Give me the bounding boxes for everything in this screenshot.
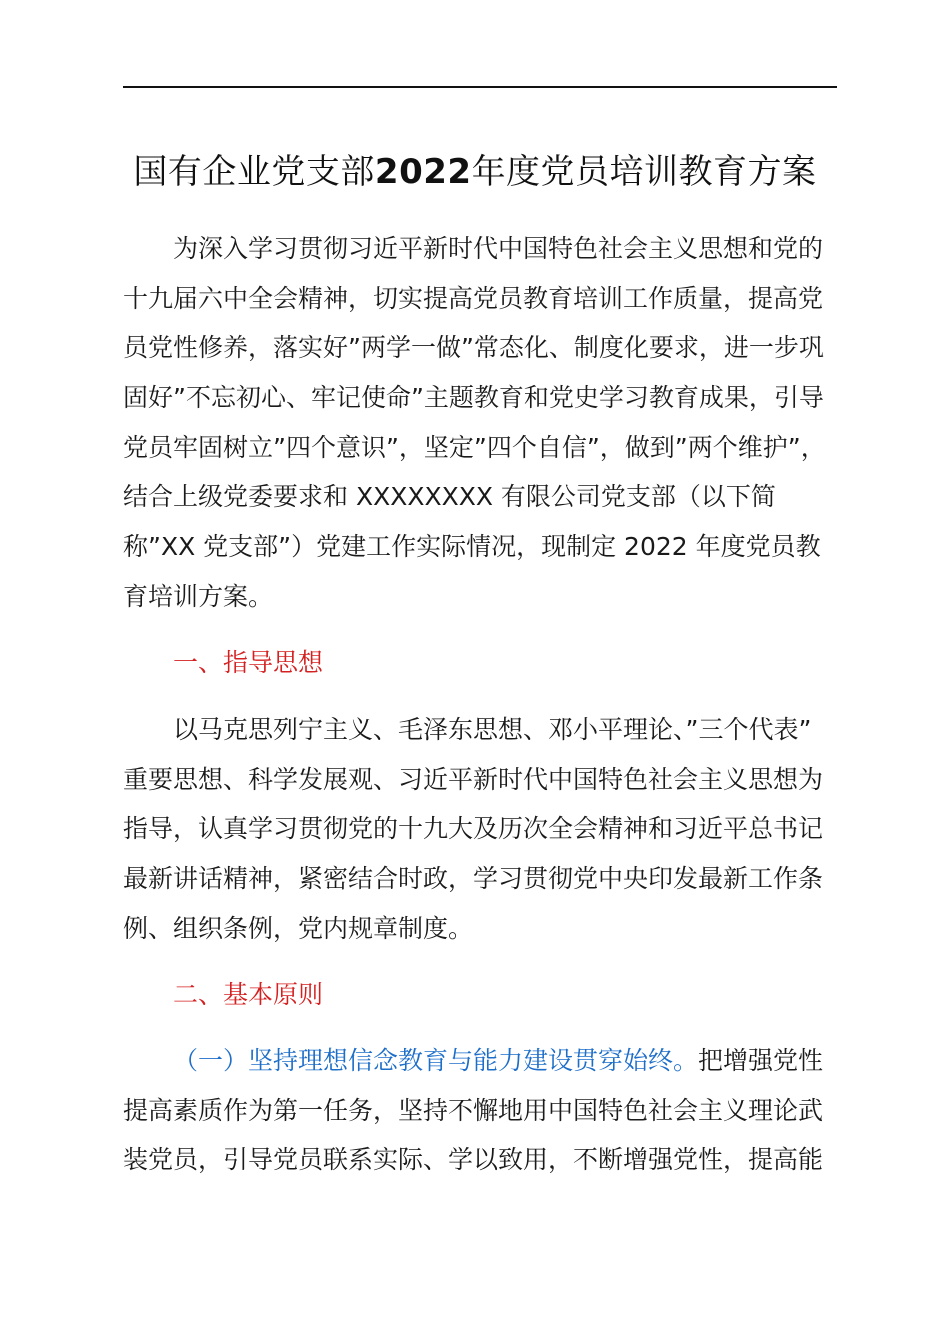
paragraph-line: 为深入学习贯彻习近平新时代中国特色社会主义思想和党的 [173,234,824,263]
section-heading-guiding-ideology: 一、指导思想 [173,648,324,677]
paragraph-line: 结合上级党委要求和 XXXXXXXX 有限公司党支部（以下简 [123,482,776,512]
paragraph-line: 十九届六中全会精神，切实提高党员教育培训工作质量，提高党 [123,283,824,313]
paragraph-line: 装党员，引导党员联系实际、学以致用，不断增强党性，提高能 [123,1145,824,1175]
paragraph-line [123,1036,837,1086]
intro-paragraph [123,224,837,622]
document-title [0,146,950,198]
paragraph-line: 员党性修养，落实好”两学一做”常态化、制度化要求，进一步巩 [123,333,824,363]
section-heading-basic-principles: 二、基本原则 [173,980,324,1009]
paragraph-line: 称”XX 党支部”）党建工作实际情况，现制定 2022 年度党员教 [123,532,821,562]
paragraph-line: 育培训方案。 [123,581,274,611]
paragraph-line: 重要思想、科学发展观、习近平新时代中国特色社会主义思想为 [123,764,824,794]
paragraph-line: 提高素质作为第一任务，坚持不懈地用中国特色社会主义理论武 [123,1095,824,1125]
principle-one-heading: （一）坚持理想信念教育与能力建设贯穿始终。 [173,1046,699,1075]
paragraph-line: 党员牢固树立”四个意识”，坚定”四个自信”，做到”两个维护”， [123,432,826,462]
paragraph-line: 固好”不忘初心、牢记使命”主题教育和党史学习教育成果，引导 [123,383,824,413]
title-prefix: 国有企业党支部 [133,152,375,192]
guiding-ideology-paragraph [123,705,837,953]
principle-one-paragraph [123,1036,837,1185]
principle-one-text: 把增强党性 [698,1046,824,1075]
paragraph-line: 以马克思列宁主义、毛泽东思想、邓小平理论、”三个代表” [173,715,812,744]
paragraph-line: 指导，认真学习贯彻党的十九大及历次全会精神和习近平总书记 [123,814,824,844]
title-year: 2022 [374,152,472,192]
paragraph-line: 最新讲话精神，紧密结合时政，学习贯彻党中央印发最新工作条 [123,864,824,894]
header-rule [123,86,837,88]
paragraph-line: 例、组织条例，党内规章制度。 [123,913,474,943]
title-suffix: 年度党员培训教育方案 [471,152,817,192]
